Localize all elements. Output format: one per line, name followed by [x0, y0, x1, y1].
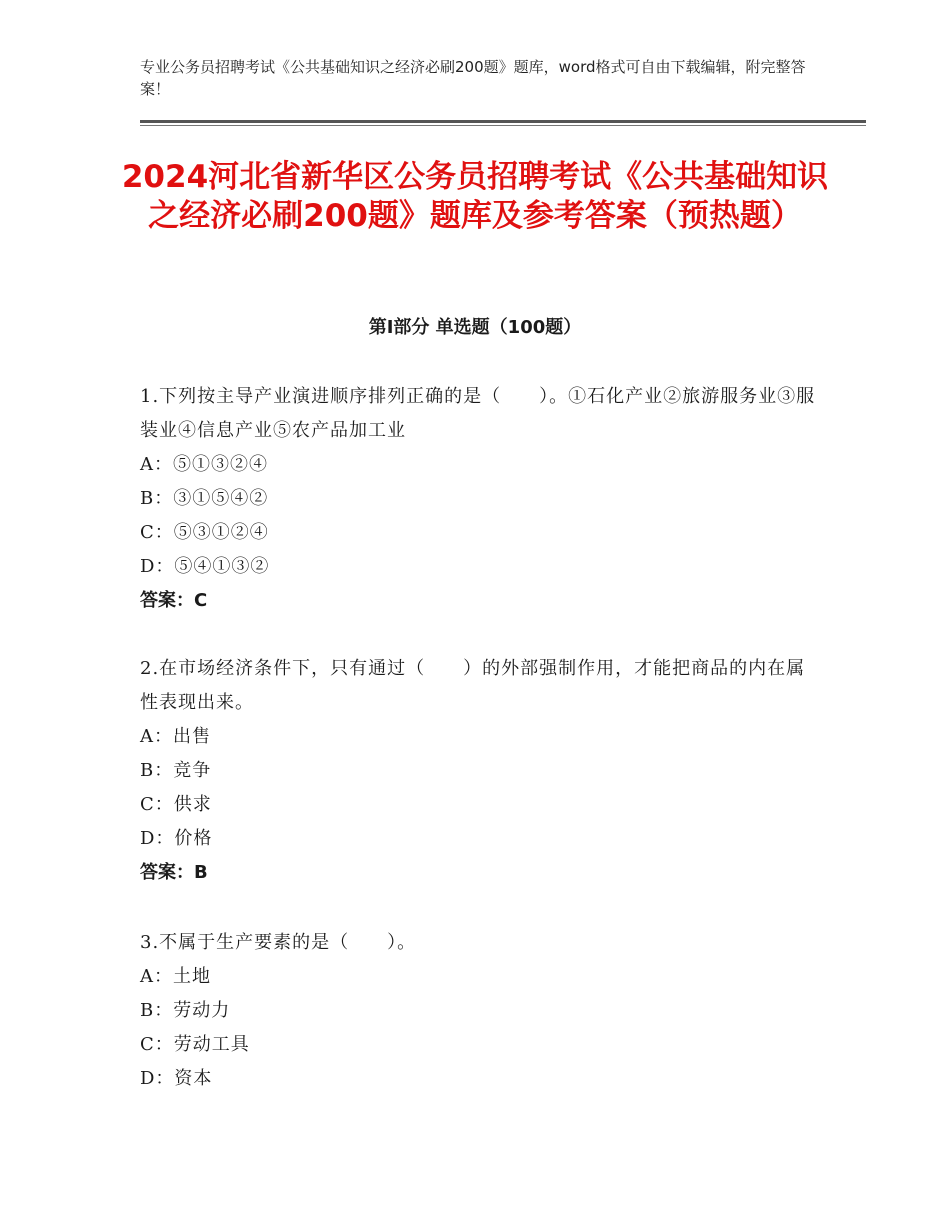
option-d: D：价格 — [140, 828, 213, 849]
option-d: D：资本 — [140, 1068, 213, 1089]
option-b: B：劳动力 — [140, 1000, 231, 1021]
option-a: A：⑤①③②④ — [140, 454, 268, 475]
answer-label: 答案：C — [140, 590, 208, 611]
document-title: 2024河北省新华区公务员招聘考试《公共基础知识之经济必刷200题》题库及参考答案（预热题） — [121, 159, 829, 234]
option-b: B：③①⑤④② — [140, 488, 269, 509]
section-title: 第Ⅰ部分 单选题（100题） — [368, 317, 582, 338]
option-c: C：供求 — [140, 794, 212, 815]
option-a: A：出售 — [140, 726, 211, 747]
option-b: B：竞争 — [140, 760, 212, 781]
question-stem: 3.不属于生产要素的是（ ）。 — [140, 932, 417, 953]
question-stem: 2.在市场经济条件下，只有通过（ ）的外部强制作用，才能把商品的内在属性表现出来。 — [140, 658, 806, 713]
option-a: A：土地 — [140, 966, 211, 987]
divider-thin-line — [140, 125, 866, 126]
question-3 — [140, 926, 820, 1096]
option-d: D：⑤④①③② — [140, 556, 270, 577]
question-2 — [140, 652, 820, 890]
header-note: 专业公务员招聘考试《公共基础知识之经济必刷200题》题库，word格式可自由下载编辑，附完整答案！ — [140, 58, 806, 98]
question-stem: 1.下列按主导产业演进顺序排列正确的是（ ）。①石化产业②旅游服务业③服装业④信息产业⑤农产品加工业 — [140, 386, 816, 441]
question-1 — [140, 380, 820, 618]
header-divider — [140, 120, 866, 126]
option-c: C：⑤③①②④ — [140, 522, 269, 543]
option-c: C：劳动工具 — [140, 1034, 250, 1055]
answer-label: 答案：B — [140, 862, 208, 883]
